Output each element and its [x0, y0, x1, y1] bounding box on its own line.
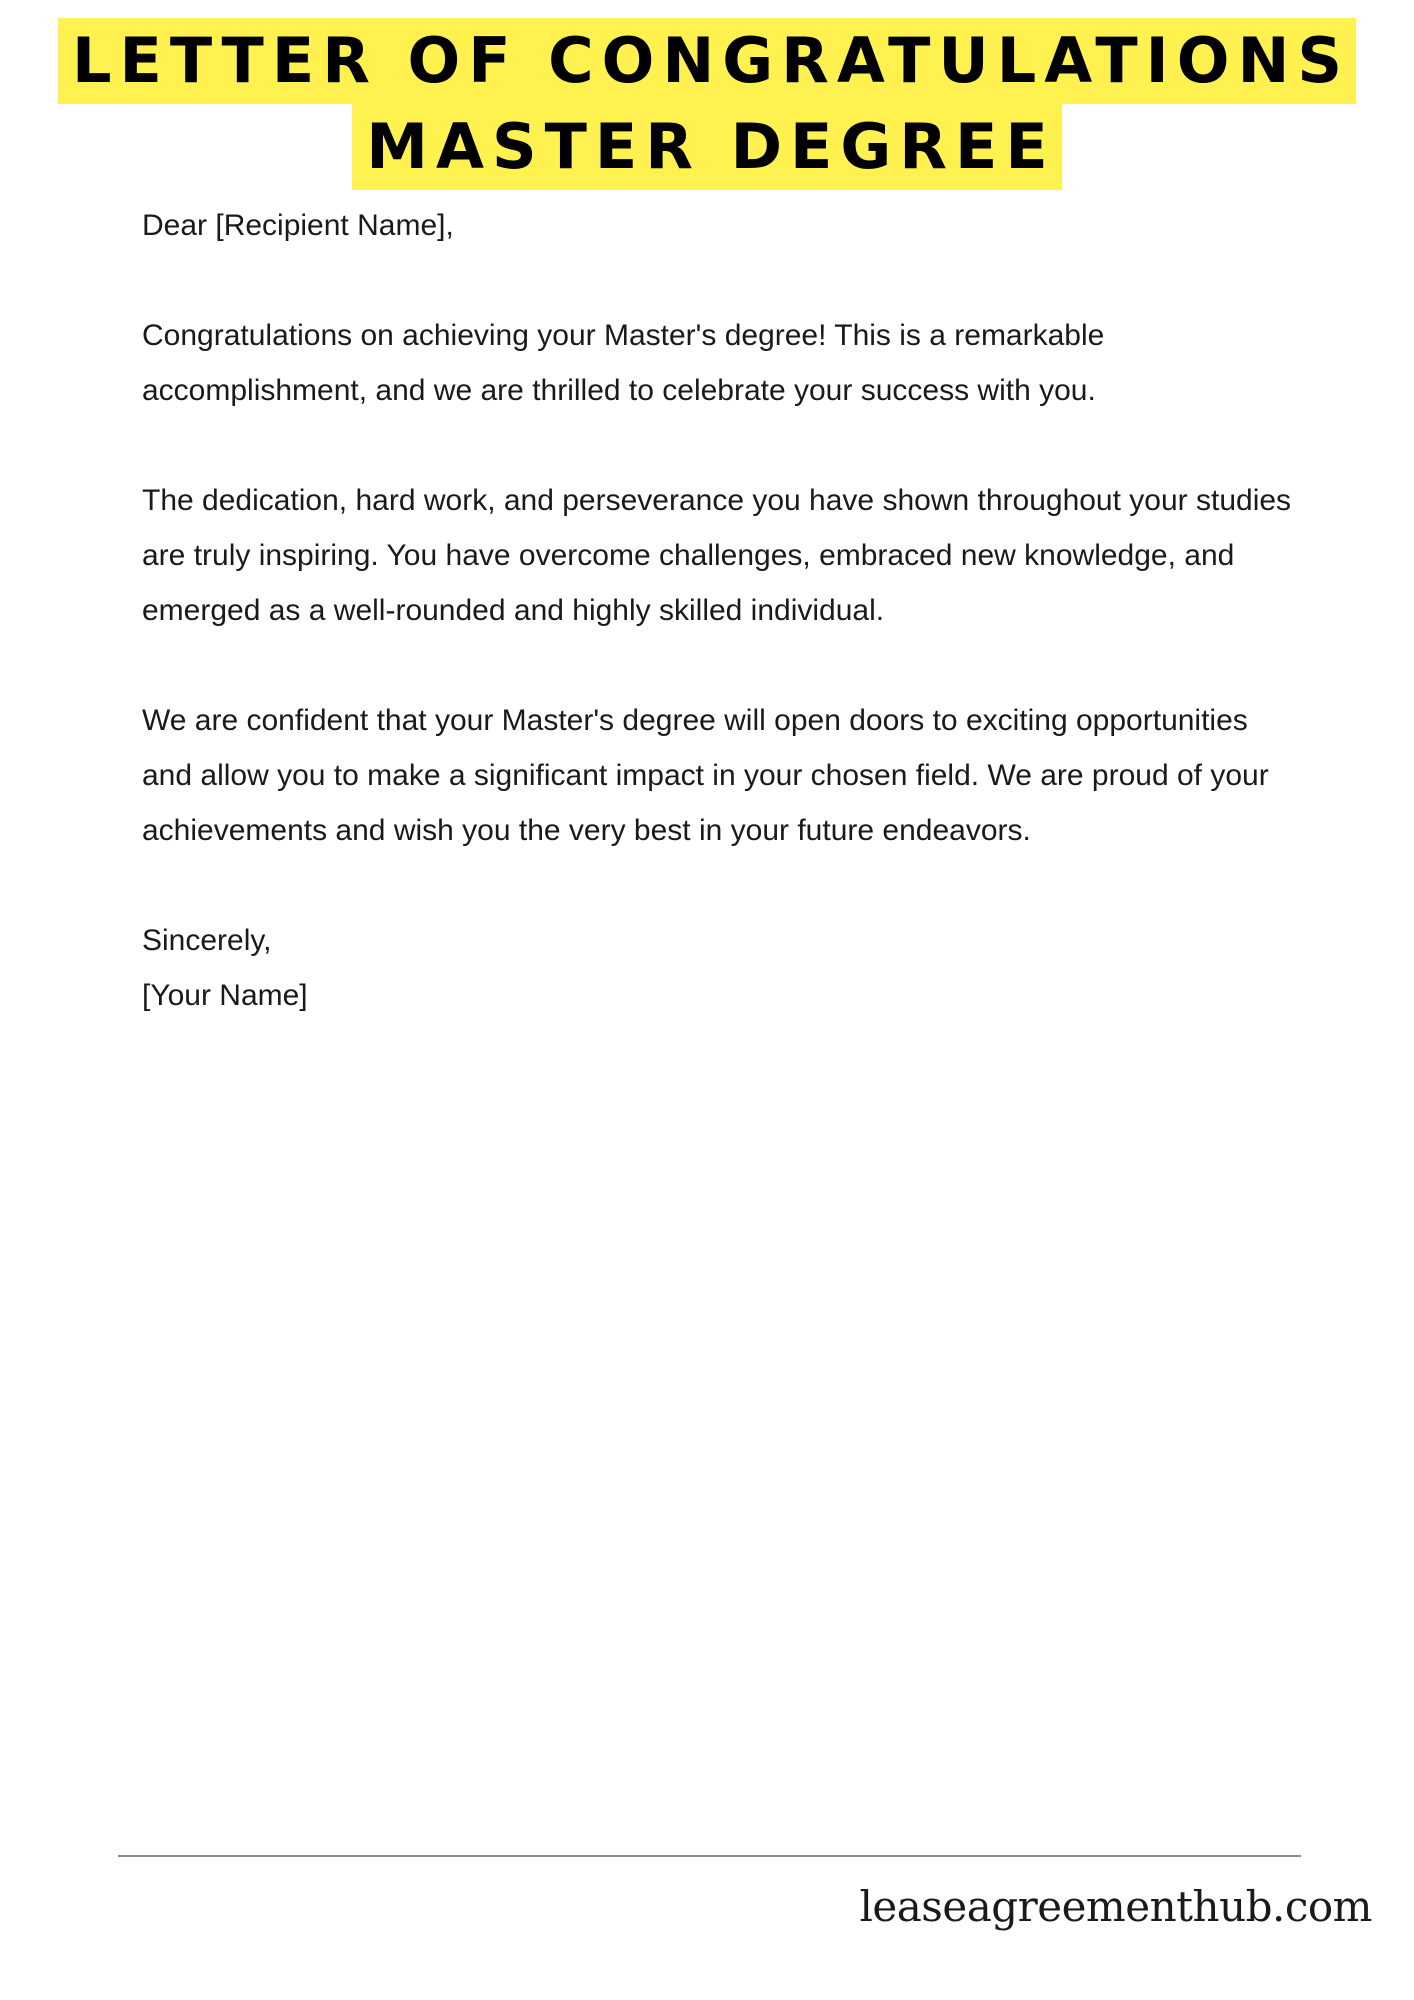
letter-title — [0, 18, 1414, 190]
title-line-1: LETTER OF CONGRATULATIONS — [58, 18, 1356, 104]
salutation: Dear [Recipient Name], — [142, 209, 454, 242]
footer-website: leaseagreementhub.com — [859, 1882, 1372, 1931]
signature-placeholder: [Your Name] — [142, 979, 308, 1012]
closing: Sincerely, — [142, 924, 272, 957]
paragraph-congratulations: Congratulations on achieving your Master's degree! This is a remarkable accomplishment, and we are thrilled to celebrate your success with you. — [142, 319, 1105, 407]
letter-body — [142, 198, 1302, 1023]
title-line-2: MASTER DEGREE — [352, 104, 1061, 190]
paragraph-opportunities: We are confident that your Master's degree will open doors to exciting opportunities and allow you to make a significant impact in your chosen field. We are proud of your achievements and wish you the very best in your future endeavors. — [142, 704, 1269, 847]
paragraph-dedication: The dedication, hard work, and perseverance you have shown throughout your studies are truly inspiring. You have overcome challenges, embraced new knowledge, and emerged as a well-rounded and highly skilled individual. — [142, 484, 1292, 627]
footer-divider — [118, 1855, 1301, 1857]
